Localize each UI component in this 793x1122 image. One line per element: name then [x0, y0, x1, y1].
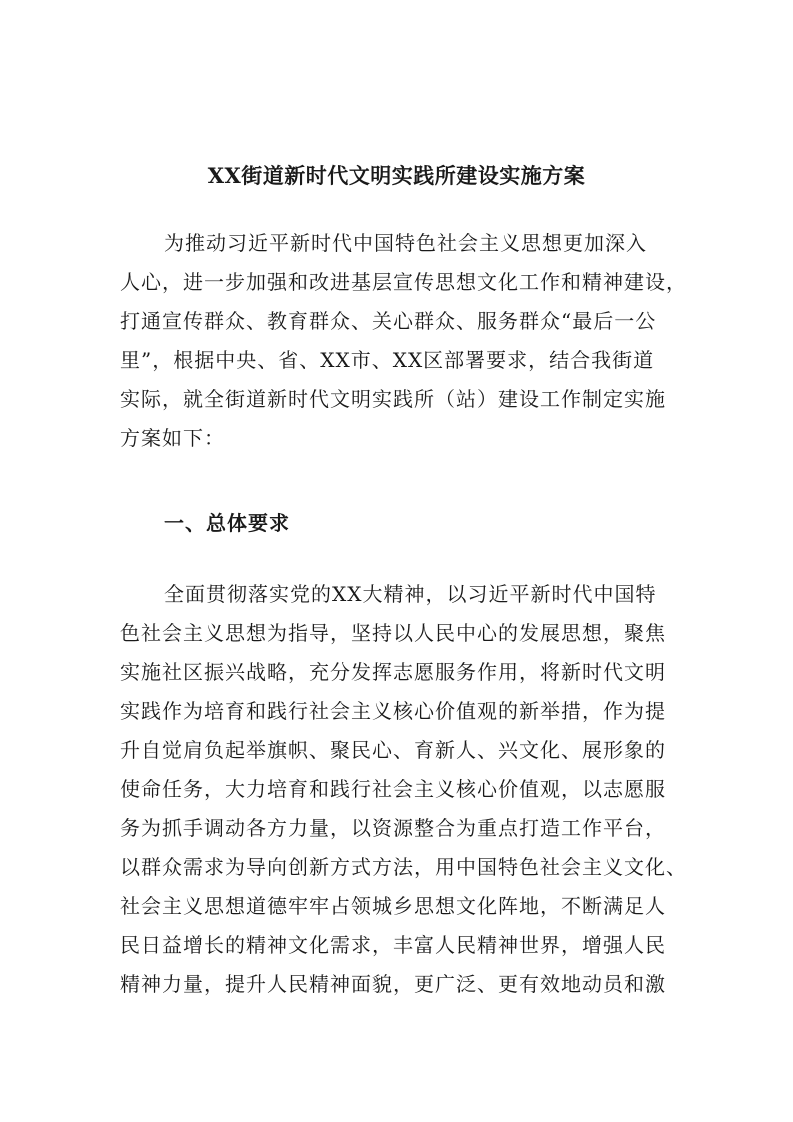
paragraph-line: 实践作为培育和践行社会主义核心价值观的新举措，作为提: [120, 699, 666, 723]
paragraph-line: 以群众需求为导向创新方式方法，用中国特色社会主义文化、: [120, 855, 687, 879]
paragraph-line: 实施社区振兴战略，充分发挥志愿服务作用，将新时代文明: [120, 660, 666, 684]
paragraph-line: 务为抓手调动各方力量，以资源整合为重点打造工作平台，: [120, 816, 666, 840]
paragraph-line: 使命任务，大力培育和践行社会主义核心价值观，以志愿服: [120, 777, 666, 801]
general-requirements-paragraph: [120, 575, 687, 1004]
paragraph-line: 社会主义思想道德牢牢占领城乡思想文化阵地，不断满足人: [120, 894, 666, 918]
paragraph-line: 为推动习近平新时代中国特色社会主义思想更加深入: [164, 231, 647, 255]
paragraph-line: 升自觉肩负起举旗帜、聚民心、育新人、兴文化、展形象的: [120, 738, 666, 762]
paragraph-line: 精神力量，提升人民精神面貌，更广泛、更有效地动员和激: [120, 972, 666, 996]
paragraph-line: 全面贯彻落实党的XX大精神，以习近平新时代中国特: [164, 582, 657, 606]
paragraph-line: 方案如下：: [120, 426, 225, 450]
paragraph-line: 里”，根据中央、省、XX市、XX区部署要求，结合我街道: [120, 348, 655, 372]
paragraph-line: 打通宣传群众、教育群众、关心群众、服务群众“最后一公: [120, 309, 657, 333]
paragraph-line: 人心，进一步加强和改进基层宣传思想文化工作和精神建设，: [120, 270, 687, 294]
section-heading-general-requirements: 一、总体要求: [164, 511, 290, 535]
paragraph-line: 色社会主义思想为指导，坚持以人民中心的发展思想，聚焦: [120, 621, 666, 645]
document-title: XX街道新时代文明实践所建设实施方案: [207, 163, 586, 188]
paragraph-line: 民日益增长的精神文化需求，丰富人民精神世界，增强人民: [120, 933, 666, 957]
paragraph-line: 实际，就全街道新时代文明实践所（站）建设工作制定实施: [120, 387, 666, 411]
intro-paragraph: [120, 224, 687, 458]
